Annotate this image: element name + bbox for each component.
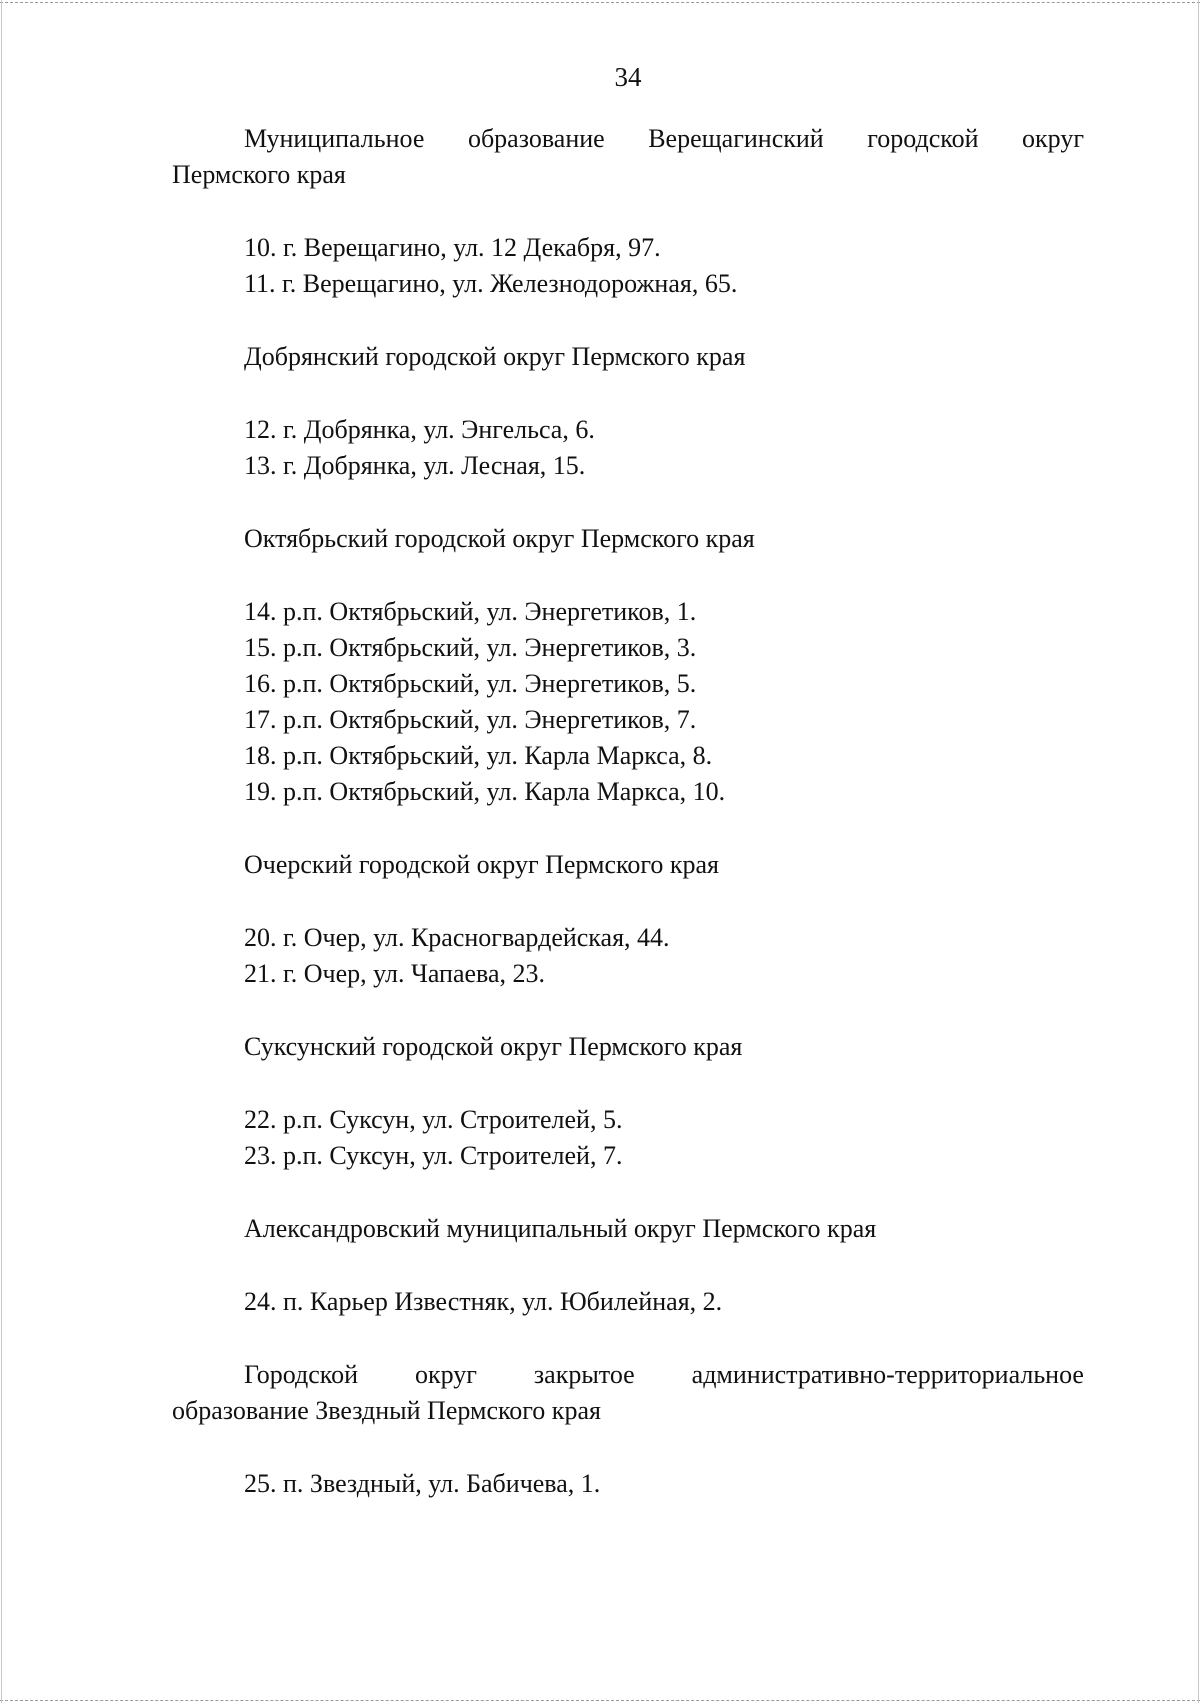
- spacer: [172, 375, 1084, 412]
- district-heading: Октябрьский городской округ Пермского края: [244, 524, 755, 553]
- heading-word: административно-территориальное: [691, 1360, 1084, 1389]
- address-entry: 18. р.п. Октябрьский, ул. Карла Маркса, 8.: [244, 741, 713, 770]
- district-heading: Добрянский городской округ Пермского края: [244, 342, 746, 371]
- spacer: [172, 810, 1084, 847]
- district-heading-line1: [244, 1357, 1084, 1393]
- heading-word: образование: [467, 124, 605, 153]
- address-entry: 22. р.п. Суксун, ул. Строителей, 5.: [244, 1105, 623, 1134]
- page-number: 34: [614, 62, 642, 92]
- spacer: [172, 484, 1084, 521]
- district-heading: Суксунский городской округ Пермского края: [244, 1032, 743, 1061]
- address-entry: 11. г. Верещагино, ул. Железнодорожная, 65.: [244, 269, 738, 298]
- address-entry: 19. р.п. Октябрьский, ул. Карла Маркса, 10.: [244, 777, 726, 806]
- address-entry: 12. г. Добрянка, ул. Энгельса, 6.: [244, 415, 595, 444]
- address-entry: 25. п. Звездный, ул. Бабичева, 1.: [244, 1469, 601, 1498]
- heading-word: Городской: [244, 1360, 358, 1389]
- spacer: [172, 1065, 1084, 1102]
- district-heading-line2: Пермского края: [172, 160, 346, 189]
- scan-edge-left: [1, 0, 2, 1703]
- heading-word: Верещагинский: [648, 124, 824, 153]
- spacer: [172, 1429, 1084, 1466]
- address-entry: 16. р.п. Октябрьский, ул. Энергетиков, 5.: [244, 669, 697, 698]
- address-entry: 23. р.п. Суксун, ул. Строителей, 7.: [244, 1141, 623, 1170]
- district-heading: [172, 1357, 1084, 1393]
- heading-word: округ: [1022, 124, 1084, 153]
- address-entry: 21. г. Очер, ул. Чапаева, 23.: [244, 959, 546, 988]
- heading-word: округ: [414, 1360, 477, 1389]
- address-entry: 17. р.п. Октябрьский, ул. Энергетиков, 7.: [244, 705, 697, 734]
- district-heading: Александровский муниципальный округ Пермского края: [244, 1214, 877, 1243]
- address-entry: 14. р.п. Октябрьский, ул. Энергетиков, 1.: [244, 597, 697, 626]
- scan-edge-right: [1198, 0, 1199, 1703]
- district-heading-line2: образование Звездный Пермского края: [172, 1396, 601, 1425]
- district-heading-line1: [244, 121, 1084, 157]
- spacer: [172, 1174, 1084, 1211]
- address-entry: 15. р.п. Октябрьский, ул. Энергетиков, 3.: [244, 633, 697, 662]
- address-entry: 13. г. Добрянка, ул. Лесная, 15.: [244, 451, 586, 480]
- heading-word: городской: [867, 124, 979, 153]
- spacer: [172, 992, 1084, 1029]
- spacer: [172, 302, 1084, 339]
- document-body: [172, 121, 1084, 1502]
- spacer: [172, 1320, 1084, 1357]
- spacer: [172, 193, 1084, 230]
- scan-edge-top: [0, 2, 1200, 3]
- spacer: [172, 557, 1084, 594]
- spacer: [172, 1247, 1084, 1284]
- address-entry: 20. г. Очер, ул. Красногвардейская, 44.: [244, 923, 670, 952]
- address-entry: 24. п. Карьер Известняк, ул. Юбилейная, 2.: [244, 1287, 723, 1316]
- district-heading: [172, 121, 1084, 157]
- spacer: [172, 883, 1084, 920]
- district-heading: Очерский городской округ Пермского края: [244, 850, 719, 879]
- heading-word: Муниципальное: [244, 124, 425, 153]
- scan-edge-bottom: [0, 1700, 1200, 1701]
- address-entry: 10. г. Верещагино, ул. 12 Декабря, 97.: [244, 233, 661, 262]
- heading-word: закрытое: [533, 1360, 635, 1389]
